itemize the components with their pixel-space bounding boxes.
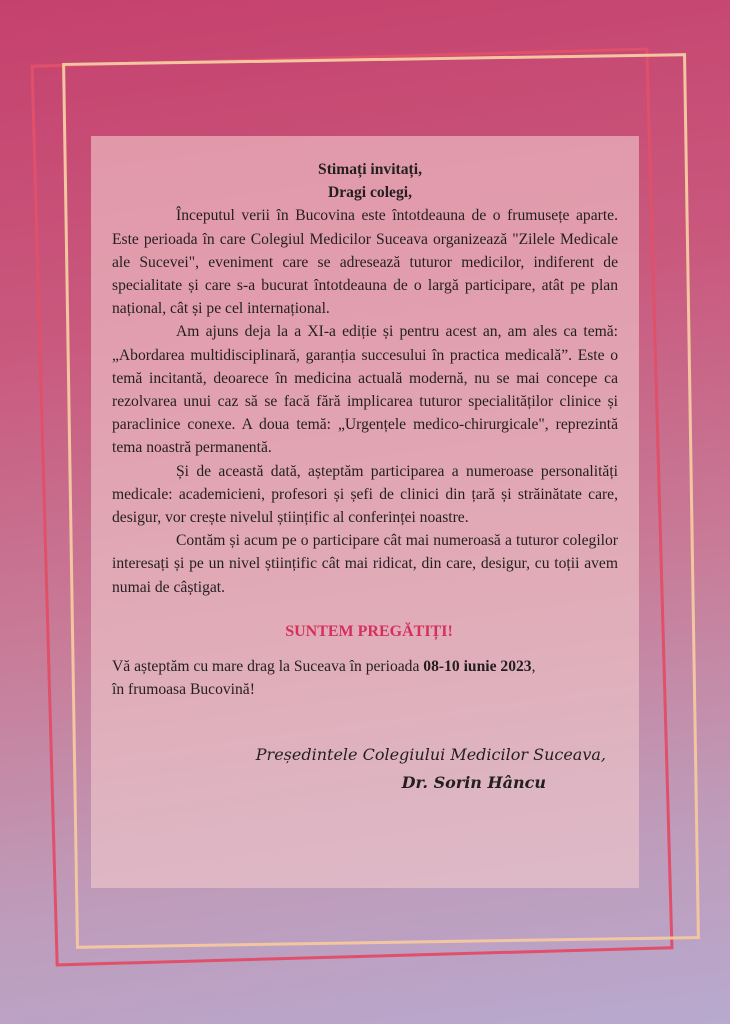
signature-name: Dr. Sorin Hâncu bbox=[401, 773, 546, 793]
invitation-text: Vă așteptăm cu mare drag la Suceava în perioada bbox=[112, 658, 424, 676]
slogan: SUNTEM PREGĂTIȚI! bbox=[285, 622, 453, 640]
invitation-line-2: în frumoasa Bucovină! bbox=[112, 681, 255, 699]
greeting-line-1: Stimați invitați, bbox=[318, 161, 422, 178]
signature-title: Președintele Colegiului Medicilor Suceava, bbox=[255, 745, 606, 765]
signature-block bbox=[112, 741, 618, 797]
greeting-line-2: Dragi colegi, bbox=[327, 184, 412, 202]
event-dates: 08-10 iunie 2023 bbox=[423, 658, 532, 676]
invitation-comma: , bbox=[531, 658, 536, 676]
paragraph-intro: Începutul verii în Bucovina este întotdeauna de o frumusețe aparte. Este perioada în care Colegiul Medicilor Suceava organizează "Zilele Medicale ale Sucevei", eveniment care se adresează tuturor medicilor, indiferent de specialitate și care s-a bucurat întotdeauna de o largă participare, atât pe plan național, cât și pe cel internațional. bbox=[112, 207, 618, 318]
invitation bbox=[112, 655, 618, 701]
paragraph-guests: Și de această dată, așteptăm participarea a numeroase personalități medicale: academicieni, profesori și șefi de clinici din țară și străinătate care, desigur, vor crește nivelul științific al conferinței noastre. bbox=[112, 462, 618, 527]
letter-panel bbox=[91, 136, 639, 888]
paragraph-participation: Contăm și acum pe o participare cât mai numeroasă a tuturor colegilor interesați și pe un nivel științific cât mai ridicat, din care, desigur, cu toții avem numai de câștigat. bbox=[112, 532, 618, 596]
paragraph-theme: Am ajuns deja la a XI-a ediție și pentru acest an, am ales ca temă: „Abordarea multidisciplinară, garanția succesului în practica medicală”. Este o temă incitantă, deoarece în medicina actuală modernă, nu se mai concepe ca rezolvarea unui caz să se facă fără implicarea tuturor specialităților clinice și paraclinice conexe. A doua temă: „Urgențele medico-chirurgicale", reprezintă tema noastră permanentă. bbox=[112, 323, 618, 457]
